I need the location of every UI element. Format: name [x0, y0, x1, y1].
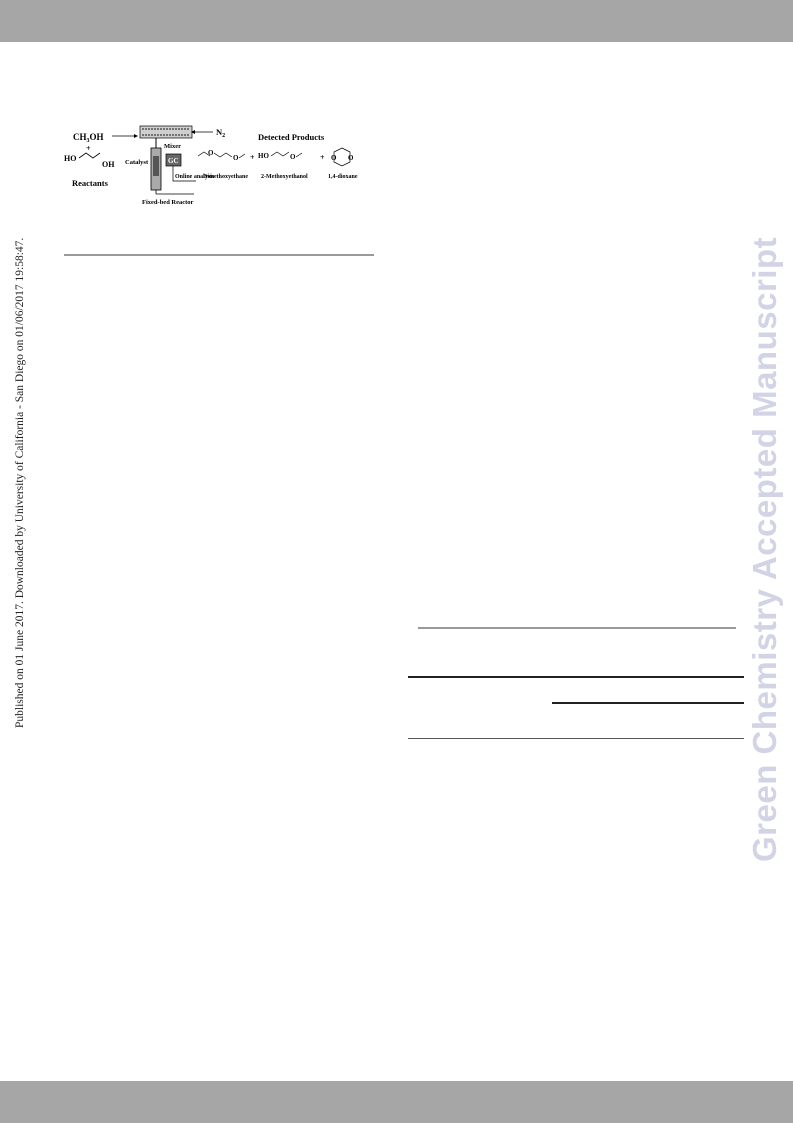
- gc-label: GC: [168, 157, 179, 165]
- mixer-label: Mixer: [164, 143, 181, 150]
- dioxane-label: 1,4-dioxane: [328, 174, 358, 180]
- journal-watermark: Green Chemistry Accepted Manuscript: [746, 236, 783, 862]
- ethylene-glycol-oh: OH: [102, 160, 115, 169]
- methanol-arrowhead: [134, 134, 138, 138]
- plus-sign: +: [86, 144, 91, 153]
- methoxyethanol-label: 2-Methoxyethanol: [261, 174, 308, 180]
- table-top-rule: [418, 627, 736, 629]
- reaction-scheme-figure: [58, 118, 378, 210]
- catalyst-label: Catalyst: [125, 159, 149, 166]
- ethylene-glycol-ho: HO: [64, 154, 77, 163]
- dimethoxyethane-label: Dimethoxyethane: [203, 174, 248, 180]
- dioxane-oxygen-right: O: [348, 154, 354, 162]
- dme-oxygen-2: O: [233, 154, 239, 162]
- reactants-label: Reactants: [72, 178, 108, 188]
- detected-products-label: Detected Products: [258, 132, 325, 142]
- footer-band: [0, 1081, 793, 1123]
- table-header-rule: [408, 676, 744, 678]
- published-note: Published on 01 June 2017. Downloaded by University of California - San Diego on 01/06/2017 19:58:47.: [14, 237, 26, 728]
- header-band: [0, 0, 793, 42]
- table-subheader-rule: [552, 702, 744, 704]
- dme-bonds-right: [239, 154, 245, 158]
- product-plus-2: +: [320, 153, 325, 162]
- scheme-divider: [64, 254, 374, 256]
- table-bottom-rule: [408, 738, 744, 739]
- online-analysis-label: Online analysis: [175, 174, 215, 180]
- me-oxygen: O: [290, 153, 296, 161]
- fixed-bed-reactor-label: Fixed-bed Reactor: [142, 199, 194, 206]
- dme-bonds-middle: [214, 153, 232, 157]
- me-bonds: [271, 152, 289, 156]
- dme-oxygen-1: O: [208, 149, 214, 157]
- catalyst-bed: [153, 156, 159, 176]
- ethylene-glycol-bonds: [79, 153, 100, 158]
- me-methyl-bond: [296, 153, 302, 157]
- mixer-body: [140, 126, 192, 138]
- product-plus-1: +: [250, 153, 255, 162]
- nitrogen-label: $N_2$: [216, 127, 226, 139]
- me-ho: HO: [258, 152, 269, 160]
- methanol-label: $CH_3OH$: [73, 132, 104, 144]
- dioxane-oxygen-left: O: [331, 154, 337, 162]
